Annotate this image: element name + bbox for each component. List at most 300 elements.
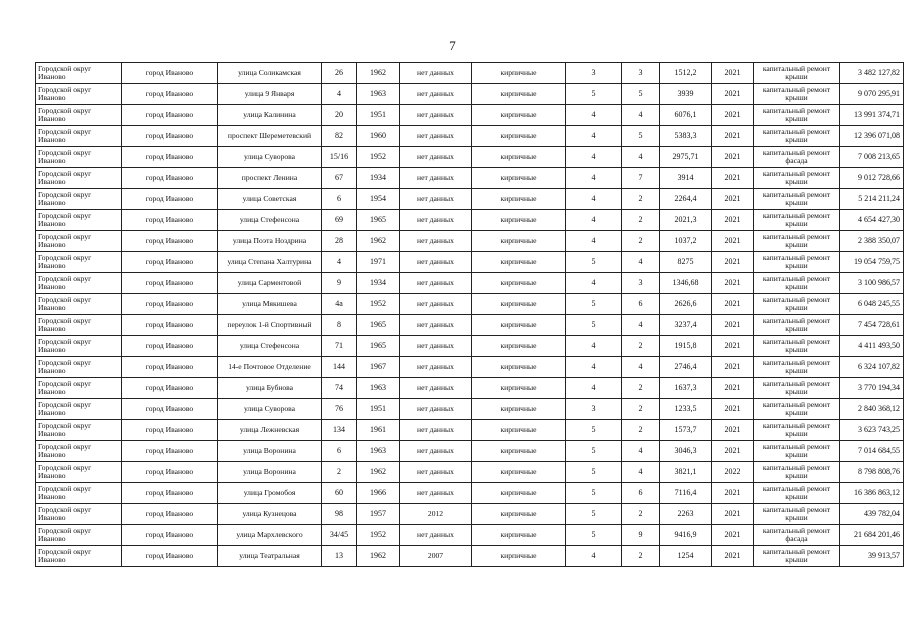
house-number-cell: 4а [322,294,357,315]
locality-cell: город Иваново [122,441,218,462]
wall-material-cell: кирпичные [472,399,566,420]
area-cell: 6076,1 [660,105,712,126]
entrances-cell: 5 [622,84,660,105]
street-cell: улица Воронина [218,441,322,462]
floors-cell: 4 [566,105,622,126]
street-cell: улица Мархлевского [218,525,322,546]
street-cell: улица Поэта Ноздрина [218,231,322,252]
build-year-cell: 1951 [357,105,400,126]
locality-cell: город Иваново [122,336,218,357]
house-number-cell: 69 [322,210,357,231]
locality-cell: город Иваново [122,252,218,273]
wall-material-cell: кирпичные [472,504,566,525]
planned-year-cell: 2021 [712,273,754,294]
entrances-cell: 4 [622,462,660,483]
street-cell: улица Громобоя [218,483,322,504]
floors-cell: 4 [566,546,622,567]
floors-cell: 5 [566,483,622,504]
planned-year-cell: 2021 [712,63,754,84]
cost-cell: 7 454 728,61 [840,315,904,336]
entrances-cell: 4 [622,441,660,462]
table-row [36,420,904,441]
planned-year-cell: 2021 [712,315,754,336]
work-type-cell: капитальный ремонт крыши [754,357,840,378]
street-cell: улица Соликамская [218,63,322,84]
cost-cell: 3 770 194,34 [840,378,904,399]
wall-material-cell: кирпичные [472,420,566,441]
planned-year-cell: 2021 [712,231,754,252]
work-type-cell: капитальный ремонт крыши [754,189,840,210]
work-type-cell: капитальный ремонт крыши [754,399,840,420]
last-repair-year-cell: нет данных [400,357,472,378]
locality-cell: город Иваново [122,420,218,441]
build-year-cell: 1960 [357,126,400,147]
planned-year-cell: 2021 [712,504,754,525]
work-type-cell: капитальный ремонт крыши [754,210,840,231]
municipality-cell: Городской округ Иваново [36,168,122,189]
last-repair-year-cell: нет данных [400,441,472,462]
house-number-cell: 71 [322,336,357,357]
cost-cell: 439 782,04 [840,504,904,525]
municipality-cell: Городской округ Иваново [36,441,122,462]
area-cell: 2021,3 [660,210,712,231]
area-cell: 1254 [660,546,712,567]
area-cell: 1915,8 [660,336,712,357]
floors-cell: 4 [566,126,622,147]
work-type-cell: капитальный ремонт фасада [754,147,840,168]
floors-cell: 5 [566,294,622,315]
wall-material-cell: кирпичные [472,105,566,126]
work-type-cell: капитальный ремонт крыши [754,315,840,336]
house-number-cell: 13 [322,546,357,567]
last-repair-year-cell: нет данных [400,273,472,294]
wall-material-cell: кирпичные [472,189,566,210]
entrances-cell: 4 [622,357,660,378]
floors-cell: 5 [566,525,622,546]
planned-year-cell: 2021 [712,483,754,504]
work-type-cell: капитальный ремонт крыши [754,441,840,462]
locality-cell: город Иваново [122,273,218,294]
house-number-cell: 4 [322,252,357,273]
planned-year-cell: 2021 [712,252,754,273]
house-number-cell: 82 [322,126,357,147]
planned-year-cell: 2021 [712,189,754,210]
wall-material-cell: кирпичные [472,168,566,189]
build-year-cell: 1963 [357,378,400,399]
last-repair-year-cell: нет данных [400,525,472,546]
floors-cell: 5 [566,84,622,105]
last-repair-year-cell: нет данных [400,378,472,399]
entrances-cell: 9 [622,525,660,546]
floors-cell: 4 [566,357,622,378]
build-year-cell: 1963 [357,84,400,105]
locality-cell: город Иваново [122,483,218,504]
build-year-cell: 1952 [357,294,400,315]
municipality-cell: Городской округ Иваново [36,336,122,357]
entrances-cell: 4 [622,147,660,168]
planned-year-cell: 2021 [712,378,754,399]
locality-cell: город Иваново [122,189,218,210]
last-repair-year-cell: нет данных [400,462,472,483]
last-repair-year-cell: нет данных [400,294,472,315]
page-number: 7 [449,38,456,53]
planned-year-cell: 2021 [712,126,754,147]
table-row [36,294,904,315]
area-cell: 1233,5 [660,399,712,420]
cost-cell: 4 411 493,50 [840,336,904,357]
municipality-cell: Городской округ Иваново [36,546,122,567]
entrances-cell: 2 [622,546,660,567]
last-repair-year-cell: нет данных [400,252,472,273]
floors-cell: 4 [566,273,622,294]
planned-year-cell: 2021 [712,357,754,378]
house-number-cell: 60 [322,483,357,504]
planned-year-cell: 2021 [712,399,754,420]
house-number-cell: 98 [322,504,357,525]
housing-repair-table [35,62,904,567]
locality-cell: город Иваново [122,546,218,567]
locality-cell: город Иваново [122,210,218,231]
municipality-cell: Городской округ Иваново [36,399,122,420]
locality-cell: город Иваново [122,147,218,168]
last-repair-year-cell: нет данных [400,399,472,420]
locality-cell: город Иваново [122,105,218,126]
locality-cell: город Иваново [122,357,218,378]
area-cell: 3821,1 [660,462,712,483]
locality-cell: город Иваново [122,168,218,189]
table-row [36,462,904,483]
street-cell: улица Бубнова [218,378,322,399]
table-row [36,483,904,504]
house-number-cell: 67 [322,168,357,189]
cost-cell: 8 798 808,76 [840,462,904,483]
entrances-cell: 2 [622,231,660,252]
table-row [36,168,904,189]
cost-cell: 3 100 986,57 [840,273,904,294]
planned-year-cell: 2021 [712,441,754,462]
wall-material-cell: кирпичные [472,525,566,546]
area-cell: 3914 [660,168,712,189]
build-year-cell: 1961 [357,420,400,441]
work-type-cell: капитальный ремонт крыши [754,105,840,126]
work-type-cell: капитальный ремонт крыши [754,336,840,357]
table-row [36,189,904,210]
wall-material-cell: кирпичные [472,84,566,105]
work-type-cell: капитальный ремонт крыши [754,273,840,294]
municipality-cell: Городской округ Иваново [36,231,122,252]
work-type-cell: капитальный ремонт крыши [754,252,840,273]
municipality-cell: Городской округ Иваново [36,504,122,525]
locality-cell: город Иваново [122,63,218,84]
area-cell: 1573,7 [660,420,712,441]
municipality-cell: Городской округ Иваново [36,84,122,105]
planned-year-cell: 2021 [712,525,754,546]
table-row [36,105,904,126]
street-cell: улица Мякишева [218,294,322,315]
municipality-cell: Городской округ Иваново [36,189,122,210]
municipality-cell: Городской округ Иваново [36,252,122,273]
work-type-cell: капитальный ремонт крыши [754,420,840,441]
entrances-cell: 2 [622,504,660,525]
floors-cell: 4 [566,231,622,252]
floors-cell: 3 [566,63,622,84]
cost-cell: 5 214 211,24 [840,189,904,210]
wall-material-cell: кирпичные [472,294,566,315]
table-row [36,84,904,105]
entrances-cell: 3 [622,63,660,84]
table-row [36,399,904,420]
entrances-cell: 4 [622,252,660,273]
last-repair-year-cell: 2012 [400,504,472,525]
cost-cell: 9 070 295,91 [840,84,904,105]
last-repair-year-cell: нет данных [400,315,472,336]
entrances-cell: 7 [622,168,660,189]
build-year-cell: 1957 [357,504,400,525]
build-year-cell: 1952 [357,525,400,546]
planned-year-cell: 2022 [712,462,754,483]
area-cell: 3237,4 [660,315,712,336]
planned-year-cell: 2021 [712,210,754,231]
street-cell: улица Воронина [218,462,322,483]
municipality-cell: Городской округ Иваново [36,357,122,378]
wall-material-cell: кирпичные [472,273,566,294]
street-cell: проспект Ленина [218,168,322,189]
area-cell: 2975,71 [660,147,712,168]
last-repair-year-cell: нет данных [400,420,472,441]
floors-cell: 3 [566,399,622,420]
locality-cell: город Иваново [122,525,218,546]
wall-material-cell: кирпичные [472,315,566,336]
house-number-cell: 15/16 [322,147,357,168]
entrances-cell: 4 [622,105,660,126]
cost-cell: 3 623 743,25 [840,420,904,441]
planned-year-cell: 2021 [712,420,754,441]
work-type-cell: капитальный ремонт крыши [754,294,840,315]
work-type-cell: капитальный ремонт крыши [754,126,840,147]
table-row [36,525,904,546]
house-number-cell: 6 [322,189,357,210]
floors-cell: 4 [566,378,622,399]
house-number-cell: 6 [322,441,357,462]
last-repair-year-cell: нет данных [400,210,472,231]
street-cell: улица Суворова [218,399,322,420]
floors-cell: 4 [566,336,622,357]
municipality-cell: Городской округ Иваново [36,126,122,147]
municipality-cell: Городской округ Иваново [36,462,122,483]
house-number-cell: 76 [322,399,357,420]
work-type-cell: капитальный ремонт крыши [754,462,840,483]
last-repair-year-cell: нет данных [400,84,472,105]
cost-cell: 19 054 759,75 [840,252,904,273]
municipality-cell: Городской округ Иваново [36,483,122,504]
floors-cell: 5 [566,420,622,441]
area-cell: 2626,6 [660,294,712,315]
cost-cell: 6 324 107,82 [840,357,904,378]
area-cell: 2263 [660,504,712,525]
build-year-cell: 1965 [357,210,400,231]
table-row [36,357,904,378]
table-row [36,231,904,252]
cost-cell: 9 012 728,66 [840,168,904,189]
locality-cell: город Иваново [122,378,218,399]
wall-material-cell: кирпичные [472,231,566,252]
build-year-cell: 1952 [357,147,400,168]
municipality-cell: Городской округ Иваново [36,420,122,441]
table-row [36,504,904,525]
floors-cell: 4 [566,147,622,168]
wall-material-cell: кирпичные [472,546,566,567]
municipality-cell: Городской округ Иваново [36,63,122,84]
work-type-cell: капитальный ремонт крыши [754,84,840,105]
wall-material-cell: кирпичные [472,147,566,168]
table-row [36,546,904,567]
entrances-cell: 2 [622,210,660,231]
entrances-cell: 2 [622,336,660,357]
house-number-cell: 134 [322,420,357,441]
last-repair-year-cell: нет данных [400,483,472,504]
table-row [36,273,904,294]
street-cell: проспект Шереметевский [218,126,322,147]
floors-cell: 5 [566,315,622,336]
house-number-cell: 8 [322,315,357,336]
table-row [36,147,904,168]
locality-cell: город Иваново [122,294,218,315]
municipality-cell: Городской округ Иваново [36,294,122,315]
floors-cell: 5 [566,504,622,525]
build-year-cell: 1965 [357,315,400,336]
wall-material-cell: кирпичные [472,126,566,147]
work-type-cell: капитальный ремонт крыши [754,63,840,84]
build-year-cell: 1965 [357,336,400,357]
area-cell: 1637,3 [660,378,712,399]
house-number-cell: 4 [322,84,357,105]
table-row [36,441,904,462]
work-type-cell: капитальный ремонт крыши [754,504,840,525]
last-repair-year-cell: 2007 [400,546,472,567]
wall-material-cell: кирпичные [472,63,566,84]
wall-material-cell: кирпичные [472,210,566,231]
house-number-cell: 28 [322,231,357,252]
area-cell: 7116,4 [660,483,712,504]
cost-cell: 12 396 071,08 [840,126,904,147]
entrances-cell: 2 [622,420,660,441]
last-repair-year-cell: нет данных [400,126,472,147]
build-year-cell: 1966 [357,483,400,504]
cost-cell: 7 014 684,55 [840,441,904,462]
street-cell: улица Калинина [218,105,322,126]
last-repair-year-cell: нет данных [400,189,472,210]
street-cell: улица Лежневская [218,420,322,441]
build-year-cell: 1962 [357,546,400,567]
entrances-cell: 2 [622,378,660,399]
municipality-cell: Городской округ Иваново [36,378,122,399]
work-type-cell: капитальный ремонт крыши [754,378,840,399]
planned-year-cell: 2021 [712,294,754,315]
municipality-cell: Городской округ Иваново [36,105,122,126]
build-year-cell: 1967 [357,357,400,378]
street-cell: переулок 1-й Спортивный [218,315,322,336]
table-row [36,315,904,336]
cost-cell: 13 991 374,71 [840,105,904,126]
cost-cell: 3 482 127,82 [840,63,904,84]
table-row [36,336,904,357]
last-repair-year-cell: нет данных [400,63,472,84]
street-cell: улица Стефенсона [218,210,322,231]
planned-year-cell: 2021 [712,147,754,168]
house-number-cell: 26 [322,63,357,84]
entrances-cell: 2 [622,189,660,210]
street-cell: улица Кузнецова [218,504,322,525]
street-cell: улица Театральная [218,546,322,567]
street-cell: улица Степана Халтурина [218,252,322,273]
planned-year-cell: 2021 [712,84,754,105]
wall-material-cell: кирпичные [472,483,566,504]
entrances-cell: 2 [622,399,660,420]
cost-cell: 7 008 213,65 [840,147,904,168]
street-cell: улица Сарментовой [218,273,322,294]
entrances-cell: 4 [622,315,660,336]
build-year-cell: 1962 [357,462,400,483]
entrances-cell: 6 [622,294,660,315]
last-repair-year-cell: нет данных [400,336,472,357]
area-cell: 8275 [660,252,712,273]
wall-material-cell: кирпичные [472,378,566,399]
wall-material-cell: кирпичные [472,336,566,357]
area-cell: 1346,68 [660,273,712,294]
floors-cell: 5 [566,441,622,462]
build-year-cell: 1954 [357,189,400,210]
last-repair-year-cell: нет данных [400,168,472,189]
floors-cell: 5 [566,252,622,273]
locality-cell: город Иваново [122,399,218,420]
locality-cell: город Иваново [122,126,218,147]
street-cell: улица 9 Января [218,84,322,105]
entrances-cell: 6 [622,483,660,504]
house-number-cell: 20 [322,105,357,126]
table-row [36,126,904,147]
build-year-cell: 1934 [357,168,400,189]
municipality-cell: Городской округ Иваново [36,147,122,168]
street-cell: 14-е Почтовое Отделение [218,357,322,378]
build-year-cell: 1971 [357,252,400,273]
wall-material-cell: кирпичные [472,462,566,483]
house-number-cell: 74 [322,378,357,399]
area-cell: 1512,2 [660,63,712,84]
planned-year-cell: 2021 [712,105,754,126]
wall-material-cell: кирпичные [472,441,566,462]
entrances-cell: 3 [622,273,660,294]
cost-cell: 2 388 350,07 [840,231,904,252]
area-cell: 5383,3 [660,126,712,147]
area-cell: 3939 [660,84,712,105]
house-number-cell: 2 [322,462,357,483]
municipality-cell: Городской округ Иваново [36,315,122,336]
last-repair-year-cell: нет данных [400,105,472,126]
municipality-cell: Городской округ Иваново [36,210,122,231]
area-cell: 2746,4 [660,357,712,378]
last-repair-year-cell: нет данных [400,147,472,168]
table-row [36,210,904,231]
area-cell: 9416,9 [660,525,712,546]
build-year-cell: 1951 [357,399,400,420]
planned-year-cell: 2021 [712,168,754,189]
planned-year-cell: 2021 [712,336,754,357]
street-cell: улица Суворова [218,147,322,168]
build-year-cell: 1934 [357,273,400,294]
area-cell: 1037,2 [660,231,712,252]
cost-cell: 2 840 368,12 [840,399,904,420]
municipality-cell: Городской округ Иваново [36,525,122,546]
